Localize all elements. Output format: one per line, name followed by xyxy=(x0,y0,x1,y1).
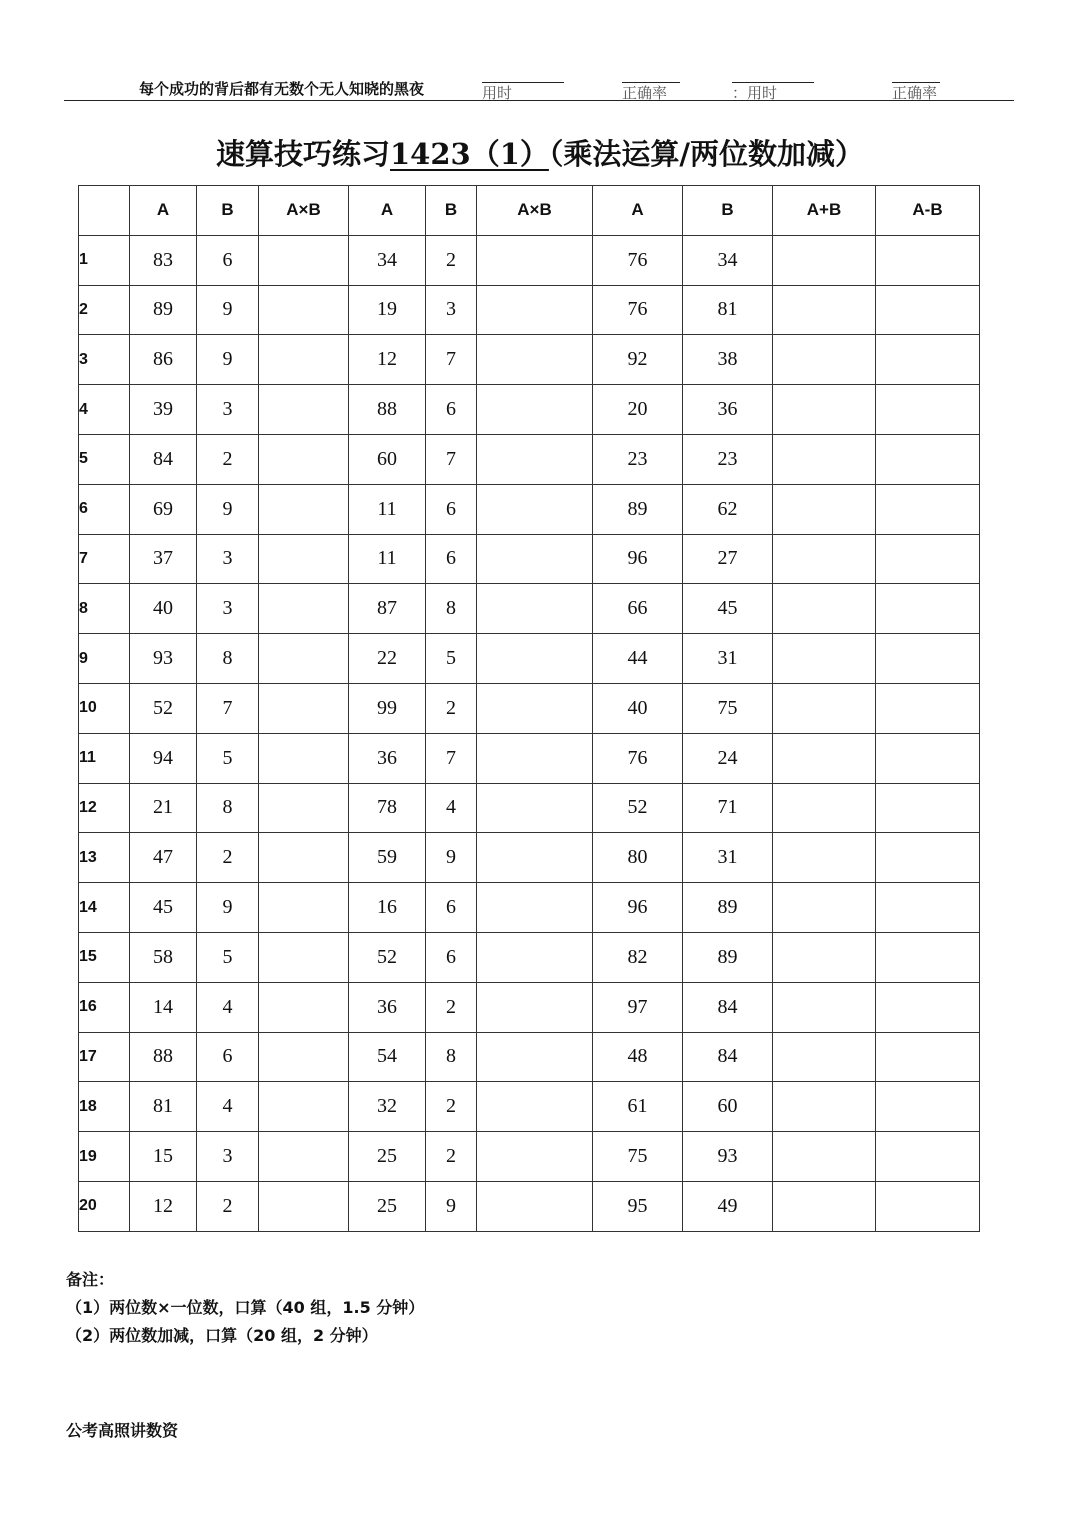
operand-cell: 9 xyxy=(426,833,477,883)
answer-cell[interactable] xyxy=(259,1032,349,1082)
operand-cell: 40 xyxy=(593,683,683,733)
operand-cell: 38 xyxy=(683,335,773,385)
table-row xyxy=(79,1032,980,1082)
answer-cell[interactable] xyxy=(773,982,876,1032)
operand-cell: 3 xyxy=(197,1132,259,1182)
column-header: A xyxy=(130,186,197,236)
table-row xyxy=(79,982,980,1032)
operand-cell: 94 xyxy=(130,733,197,783)
row-number: 15 xyxy=(79,932,130,982)
notes-line-1: （1）两位数×一位数，口算（40 组，1.5 分钟） xyxy=(66,1298,425,1317)
operand-cell: 2 xyxy=(426,1132,477,1182)
row-number: 5 xyxy=(79,434,130,484)
operand-cell: 9 xyxy=(197,335,259,385)
column-header: B xyxy=(197,186,259,236)
operand-cell: 76 xyxy=(593,235,683,285)
operand-cell: 2 xyxy=(426,235,477,285)
operand-cell: 62 xyxy=(683,484,773,534)
motto-text: 每个成功的背后都有无数个无人知晓的黑夜 xyxy=(139,80,425,98)
row-number: 18 xyxy=(79,1082,130,1132)
answer-cell[interactable] xyxy=(773,1132,876,1182)
answer-cell[interactable] xyxy=(876,634,980,684)
operand-cell: 71 xyxy=(683,783,773,833)
table-row xyxy=(79,634,980,684)
operand-cell: 48 xyxy=(593,1032,683,1082)
answer-cell[interactable] xyxy=(477,683,593,733)
answer-cell[interactable] xyxy=(477,1082,593,1132)
operand-cell: 89 xyxy=(683,932,773,982)
operand-cell: 9 xyxy=(197,484,259,534)
operand-cell: 9 xyxy=(426,1181,477,1231)
operand-cell: 4 xyxy=(426,783,477,833)
operand-cell: 6 xyxy=(197,1032,259,1082)
operand-cell: 22 xyxy=(349,634,426,684)
operand-cell: 86 xyxy=(130,335,197,385)
operand-cell: 23 xyxy=(593,434,683,484)
operand-cell: 87 xyxy=(349,584,426,634)
table-row xyxy=(79,484,980,534)
table-row xyxy=(79,1181,980,1231)
operand-cell: 2 xyxy=(197,1181,259,1231)
operand-cell: 60 xyxy=(349,434,426,484)
operand-cell: 89 xyxy=(683,883,773,933)
answer-cell[interactable] xyxy=(477,434,593,484)
operand-cell: 36 xyxy=(349,733,426,783)
answer-cell[interactable] xyxy=(876,584,980,634)
operand-cell: 61 xyxy=(593,1082,683,1132)
table-row xyxy=(79,883,980,933)
answer-cell[interactable] xyxy=(876,783,980,833)
answer-cell[interactable] xyxy=(773,385,876,435)
accuracy-label: 正确率 xyxy=(622,84,668,102)
operand-cell: 83 xyxy=(130,235,197,285)
column-header: A xyxy=(593,186,683,236)
operand-cell: 76 xyxy=(593,285,683,335)
operand-cell: 4 xyxy=(197,982,259,1032)
answer-cell[interactable] xyxy=(876,1082,980,1132)
answer-cell[interactable] xyxy=(773,434,876,484)
answer-cell[interactable] xyxy=(477,484,593,534)
operand-cell: 93 xyxy=(130,634,197,684)
column-header: B xyxy=(683,186,773,236)
answer-cell[interactable] xyxy=(477,285,593,335)
answer-cell[interactable] xyxy=(773,235,876,285)
table-row xyxy=(79,235,980,285)
row-number: 4 xyxy=(79,385,130,435)
operand-cell: 81 xyxy=(683,285,773,335)
operand-cell: 52 xyxy=(130,683,197,733)
operand-cell: 96 xyxy=(593,883,683,933)
answer-cell[interactable] xyxy=(477,932,593,982)
operand-cell: 36 xyxy=(349,982,426,1032)
operand-cell: 6 xyxy=(426,385,477,435)
answer-cell[interactable] xyxy=(876,434,980,484)
row-number: 12 xyxy=(79,783,130,833)
operand-cell: 75 xyxy=(593,1132,683,1182)
operand-cell: 96 xyxy=(593,534,683,584)
answer-cell[interactable] xyxy=(259,385,349,435)
answer-cell[interactable] xyxy=(876,285,980,335)
operand-cell: 52 xyxy=(593,783,683,833)
operand-cell: 84 xyxy=(683,1032,773,1082)
operand-cell: 7 xyxy=(426,733,477,783)
operand-cell: 60 xyxy=(683,1082,773,1132)
answer-cell[interactable] xyxy=(477,385,593,435)
answer-cell[interactable] xyxy=(259,634,349,684)
operand-cell: 8 xyxy=(426,584,477,634)
operand-cell: 88 xyxy=(130,1032,197,1082)
operand-cell: 5 xyxy=(426,634,477,684)
table-row xyxy=(79,385,980,435)
operand-cell: 19 xyxy=(349,285,426,335)
practice-table xyxy=(78,185,980,1232)
answer-cell[interactable] xyxy=(773,683,876,733)
answer-cell[interactable] xyxy=(477,335,593,385)
operand-cell: 52 xyxy=(349,932,426,982)
answer-cell[interactable] xyxy=(773,1181,876,1231)
operand-cell: 75 xyxy=(683,683,773,733)
operand-cell: 3 xyxy=(426,285,477,335)
row-number: 20 xyxy=(79,1181,130,1231)
row-number: 8 xyxy=(79,584,130,634)
title-code: 1423（1） xyxy=(390,137,549,171)
operand-cell: 78 xyxy=(349,783,426,833)
operand-cell: 8 xyxy=(197,634,259,684)
table-row xyxy=(79,335,980,385)
operand-cell: 2 xyxy=(197,833,259,883)
answer-cell[interactable] xyxy=(876,883,980,933)
operand-cell: 11 xyxy=(349,484,426,534)
answer-cell[interactable] xyxy=(773,484,876,534)
operand-cell: 5 xyxy=(197,932,259,982)
answer-cell[interactable] xyxy=(773,833,876,883)
operand-cell: 76 xyxy=(593,733,683,783)
operand-cell: 34 xyxy=(349,235,426,285)
answer-cell[interactable] xyxy=(477,534,593,584)
operand-cell: 39 xyxy=(130,385,197,435)
answer-cell[interactable] xyxy=(477,783,593,833)
operand-cell: 66 xyxy=(593,584,683,634)
answer-cell[interactable] xyxy=(259,733,349,783)
table-row xyxy=(79,584,980,634)
operand-cell: 58 xyxy=(130,932,197,982)
operand-cell: 27 xyxy=(683,534,773,584)
row-number: 9 xyxy=(79,634,130,684)
column-header: A xyxy=(349,186,426,236)
answer-cell[interactable] xyxy=(477,982,593,1032)
row-number: 10 xyxy=(79,683,130,733)
operand-cell: 24 xyxy=(683,733,773,783)
answer-cell[interactable] xyxy=(876,484,980,534)
time-label: 用时 xyxy=(482,84,513,102)
answer-cell[interactable] xyxy=(259,982,349,1032)
table-row xyxy=(79,1082,980,1132)
table-header-row xyxy=(79,186,980,236)
table-row xyxy=(79,783,980,833)
operand-cell: 34 xyxy=(683,235,773,285)
operand-cell: 45 xyxy=(130,883,197,933)
row-number: 14 xyxy=(79,883,130,933)
operand-cell: 81 xyxy=(130,1082,197,1132)
operand-cell: 23 xyxy=(683,434,773,484)
answer-cell[interactable] xyxy=(259,683,349,733)
operand-cell: 54 xyxy=(349,1032,426,1082)
answer-cell[interactable] xyxy=(259,783,349,833)
answer-cell[interactable] xyxy=(259,484,349,534)
table-body xyxy=(79,235,980,1231)
row-number: 3 xyxy=(79,335,130,385)
operand-cell: 99 xyxy=(349,683,426,733)
table-row xyxy=(79,434,980,484)
answer-cell[interactable] xyxy=(477,883,593,933)
operand-cell: 32 xyxy=(349,1082,426,1132)
operand-cell: 36 xyxy=(683,385,773,435)
answer-cell[interactable] xyxy=(773,783,876,833)
answer-cell[interactable] xyxy=(773,534,876,584)
answer-cell[interactable] xyxy=(773,584,876,634)
operand-cell: 2 xyxy=(426,982,477,1032)
answer-cell[interactable] xyxy=(773,1032,876,1082)
answer-cell[interactable] xyxy=(259,335,349,385)
answer-cell[interactable] xyxy=(773,335,876,385)
operand-cell: 31 xyxy=(683,634,773,684)
answer-cell[interactable] xyxy=(259,1181,349,1231)
operand-cell: 45 xyxy=(683,584,773,634)
operand-cell: 20 xyxy=(593,385,683,435)
answer-cell[interactable] xyxy=(876,335,980,385)
operand-cell: 9 xyxy=(197,285,259,335)
operand-cell: 84 xyxy=(683,982,773,1032)
answer-cell[interactable] xyxy=(876,534,980,584)
notes-section xyxy=(66,1266,424,1350)
operand-cell: 80 xyxy=(593,833,683,883)
operand-cell: 7 xyxy=(197,683,259,733)
answer-cell[interactable] xyxy=(477,1181,593,1231)
column-header: A+B xyxy=(773,186,876,236)
answer-cell[interactable] xyxy=(876,385,980,435)
operand-cell: 8 xyxy=(426,1032,477,1082)
row-number: 6 xyxy=(79,484,130,534)
operand-cell: 6 xyxy=(426,883,477,933)
answer-cell[interactable] xyxy=(773,285,876,335)
answer-cell[interactable] xyxy=(477,235,593,285)
operand-cell: 6 xyxy=(426,534,477,584)
operand-cell: 6 xyxy=(426,484,477,534)
operand-cell: 2 xyxy=(426,1082,477,1132)
operand-cell: 6 xyxy=(426,932,477,982)
footer-text: 公考高照讲数资 xyxy=(66,1421,179,1440)
operand-cell: 89 xyxy=(130,285,197,335)
operand-cell: 12 xyxy=(130,1181,197,1231)
answer-cell[interactable] xyxy=(876,683,980,733)
answer-cell[interactable] xyxy=(259,932,349,982)
row-number: 19 xyxy=(79,1132,130,1182)
operand-cell: 44 xyxy=(593,634,683,684)
operand-cell: 3 xyxy=(197,534,259,584)
operand-cell: 3 xyxy=(197,385,259,435)
answer-cell[interactable] xyxy=(477,833,593,883)
operand-cell: 8 xyxy=(197,783,259,833)
operand-cell: 92 xyxy=(593,335,683,385)
answer-cell[interactable] xyxy=(773,634,876,684)
answer-cell[interactable] xyxy=(259,285,349,335)
answer-cell[interactable] xyxy=(876,733,980,783)
answer-cell[interactable] xyxy=(259,584,349,634)
operand-cell: 97 xyxy=(593,982,683,1032)
accuracy-label-2: 正确率 xyxy=(892,84,938,102)
operand-cell: 5 xyxy=(197,733,259,783)
column-header: A×B xyxy=(477,186,593,236)
operand-cell: 40 xyxy=(130,584,197,634)
operand-cell: 12 xyxy=(349,335,426,385)
operand-cell: 2 xyxy=(197,434,259,484)
operand-cell: 7 xyxy=(426,434,477,484)
operand-cell: 16 xyxy=(349,883,426,933)
operand-cell: 21 xyxy=(130,783,197,833)
operand-cell: 69 xyxy=(130,484,197,534)
page-title xyxy=(0,132,1080,173)
row-number: 11 xyxy=(79,733,130,783)
title-prefix: 速算技巧练习 xyxy=(215,137,390,171)
answer-cell[interactable] xyxy=(876,833,980,883)
time-label-2: ：用时 xyxy=(732,84,778,102)
operand-cell: 14 xyxy=(130,982,197,1032)
answer-cell[interactable] xyxy=(876,932,980,982)
operand-cell: 9 xyxy=(197,883,259,933)
row-number: 1 xyxy=(79,235,130,285)
operand-cell: 6 xyxy=(197,235,259,285)
operand-cell: 3 xyxy=(197,584,259,634)
operand-cell: 88 xyxy=(349,385,426,435)
answer-cell[interactable] xyxy=(876,235,980,285)
operand-cell: 4 xyxy=(197,1082,259,1132)
answer-cell[interactable] xyxy=(259,1132,349,1182)
table-row xyxy=(79,534,980,584)
operand-cell: 25 xyxy=(349,1132,426,1182)
operand-cell: 25 xyxy=(349,1181,426,1231)
answer-cell[interactable] xyxy=(773,883,876,933)
table-row xyxy=(79,683,980,733)
operand-cell: 2 xyxy=(426,683,477,733)
operand-cell: 95 xyxy=(593,1181,683,1231)
operand-cell: 49 xyxy=(683,1181,773,1231)
row-number: 13 xyxy=(79,833,130,883)
answer-cell[interactable] xyxy=(876,1181,980,1231)
column-header: B xyxy=(426,186,477,236)
answer-cell[interactable] xyxy=(773,733,876,783)
answer-cell[interactable] xyxy=(477,1132,593,1182)
notes-heading: 备注： xyxy=(66,1270,115,1289)
answer-cell[interactable] xyxy=(477,634,593,684)
operand-cell: 47 xyxy=(130,833,197,883)
answer-cell[interactable] xyxy=(876,1132,980,1182)
answer-cell[interactable] xyxy=(876,982,980,1032)
table-row xyxy=(79,733,980,783)
answer-cell[interactable] xyxy=(259,235,349,285)
answer-cell[interactable] xyxy=(773,932,876,982)
answer-cell[interactable] xyxy=(259,1082,349,1132)
table-row xyxy=(79,285,980,335)
answer-cell[interactable] xyxy=(477,1032,593,1082)
notes-line-2: （2）两位数加减，口算（20 组，2 分钟） xyxy=(66,1326,378,1345)
operand-cell: 84 xyxy=(130,434,197,484)
answer-cell[interactable] xyxy=(259,833,349,883)
operand-cell: 31 xyxy=(683,833,773,883)
operand-cell: 11 xyxy=(349,534,426,584)
row-number: 2 xyxy=(79,285,130,335)
answer-cell[interactable] xyxy=(876,1032,980,1082)
operand-cell: 37 xyxy=(130,534,197,584)
row-number: 16 xyxy=(79,982,130,1032)
operand-cell: 7 xyxy=(426,335,477,385)
operand-cell: 59 xyxy=(349,833,426,883)
title-suffix: （乘法运算/两位数加减） xyxy=(548,137,864,171)
operand-cell: 82 xyxy=(593,932,683,982)
answer-cell[interactable] xyxy=(259,434,349,484)
operand-cell: 15 xyxy=(130,1132,197,1182)
row-number: 7 xyxy=(79,534,130,584)
answer-cell[interactable] xyxy=(259,534,349,584)
answer-cell[interactable] xyxy=(259,883,349,933)
column-header: A×B xyxy=(259,186,349,236)
column-header xyxy=(79,186,130,236)
answer-cell[interactable] xyxy=(477,733,593,783)
answer-cell[interactable] xyxy=(773,1082,876,1132)
operand-cell: 93 xyxy=(683,1132,773,1182)
table-row xyxy=(79,833,980,883)
operand-cell: 89 xyxy=(593,484,683,534)
answer-cell[interactable] xyxy=(477,584,593,634)
column-header: A-B xyxy=(876,186,980,236)
worksheet-header xyxy=(64,74,1014,101)
row-number: 17 xyxy=(79,1032,130,1082)
table-row xyxy=(79,1132,980,1182)
table-row xyxy=(79,932,980,982)
